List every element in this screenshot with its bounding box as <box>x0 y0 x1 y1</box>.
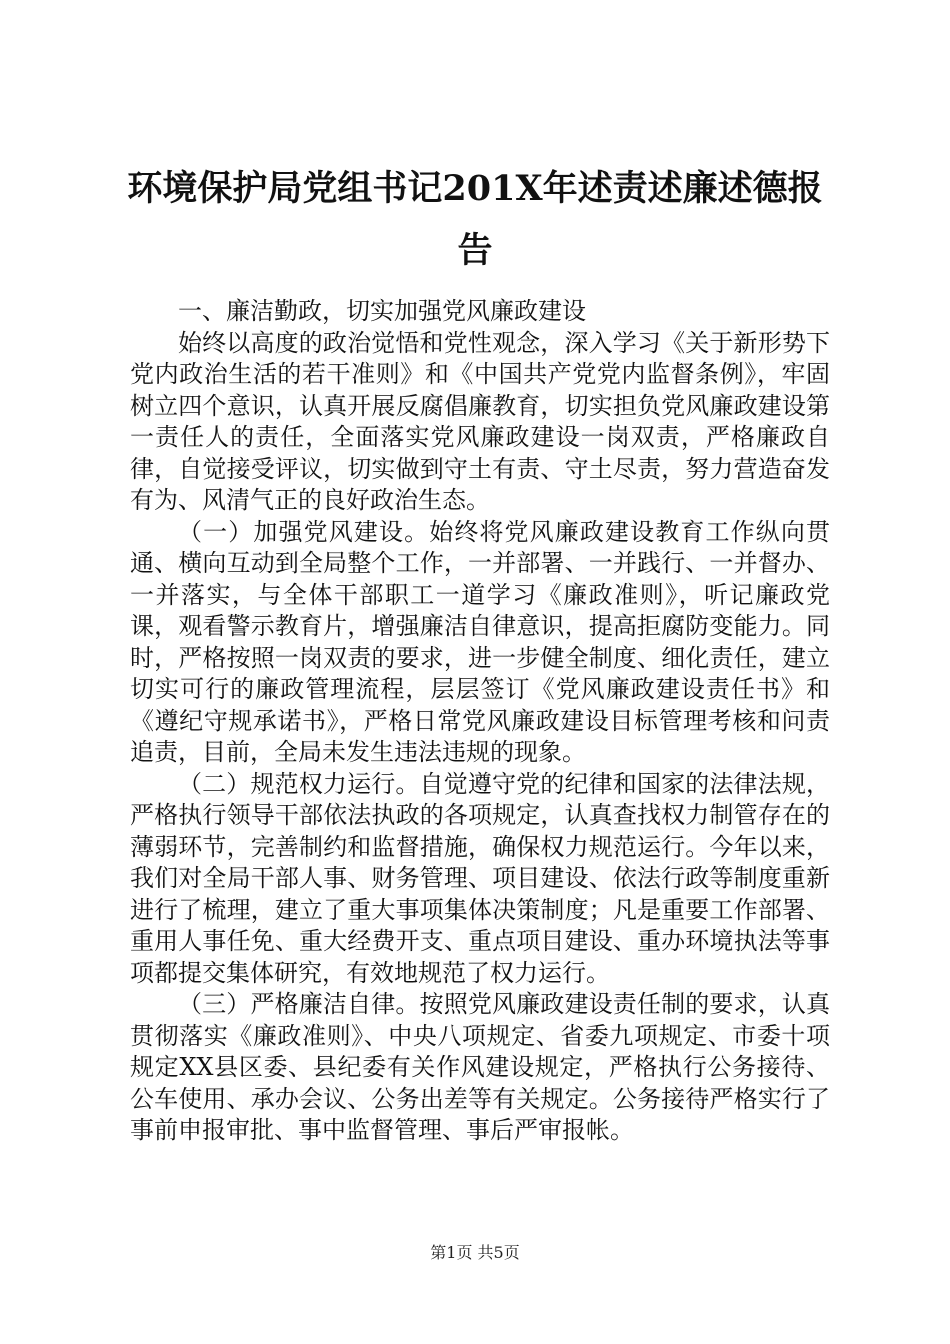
page-number-footer: 第1页 共5页 <box>430 1243 520 1262</box>
body-paragraph: （一）加强党风建设。始终将党风廉政建设教育工作纵向贯通、横向互动到全局整个工作，一并部署、一并践行、一并督办、一并落实，与全体干部职工一道学习《廉政准则》，听记廉政党课，观看警示教育片，增强廉洁自律意识，提高拒腐防变能力。同时，严格按照一岗双责的要求，进一步健全制度、细化责任，建立切实可行的廉政管理流程，层层签订《党风廉政建设责任书》和《遵纪守规承诺书》，严格日常党风廉政建设目标管理考核和问责追责，目前，全局未发生违法违规的现象。 <box>130 517 830 766</box>
body-paragraph: 始终以高度的政治觉悟和党性观念，深入学习《关于新形势下党内政治生活的若干准则》和《中国共产党党内监督条例》，牢固树立四个意识，认真开展反腐倡廉教育，切实担负党风廉政建设第一责任人的责任，全面落实党风廉政建设一岗双责，严格廉政自律，自觉接受评议，切实做到守土有责、守土尽责，努力营造奋发有为、风清气正的良好政治生态。 <box>130 328 830 514</box>
body-paragraph: （二）规范权力运行。自觉遵守党的纪律和国家的法律法规，严格执行领导干部依法执政的各项规定，认真查找权力制管存在的薄弱环节，完善制约和监督措施，确保权力规范运行。今年以来，我们对全局干部人事、财务管理、项目建设、依法行政等制度重新进行了梳理，建立了重大事项集体决策制度；凡是重要工作部署、重用人事任免、重大经费开支、重点项目建设、重办环境执法等事项都提交集体研究，有效地规范了权力运行。 <box>130 769 830 987</box>
section-heading: 一、廉洁勤政，切实加强党风廉政建设 <box>178 297 586 325</box>
document-title: 环境保护局党组书记201X年述责述廉述德报告 <box>127 168 823 271</box>
document-body <box>130 296 830 1147</box>
body-paragraph: （三）严格廉洁自律。按照党风廉政建设责任制的要求，认真贯彻落实《廉政准则》、中央八项规定、省委九项规定、市委十项规定XX县区委、县纪委有关作风建设规定，严格执行公务接待、公车使用、承办会议、公务出差等有关规定。公务接待严格实行了事前申报审批、事中监督管理、事后严审报帐。 <box>130 990 830 1144</box>
